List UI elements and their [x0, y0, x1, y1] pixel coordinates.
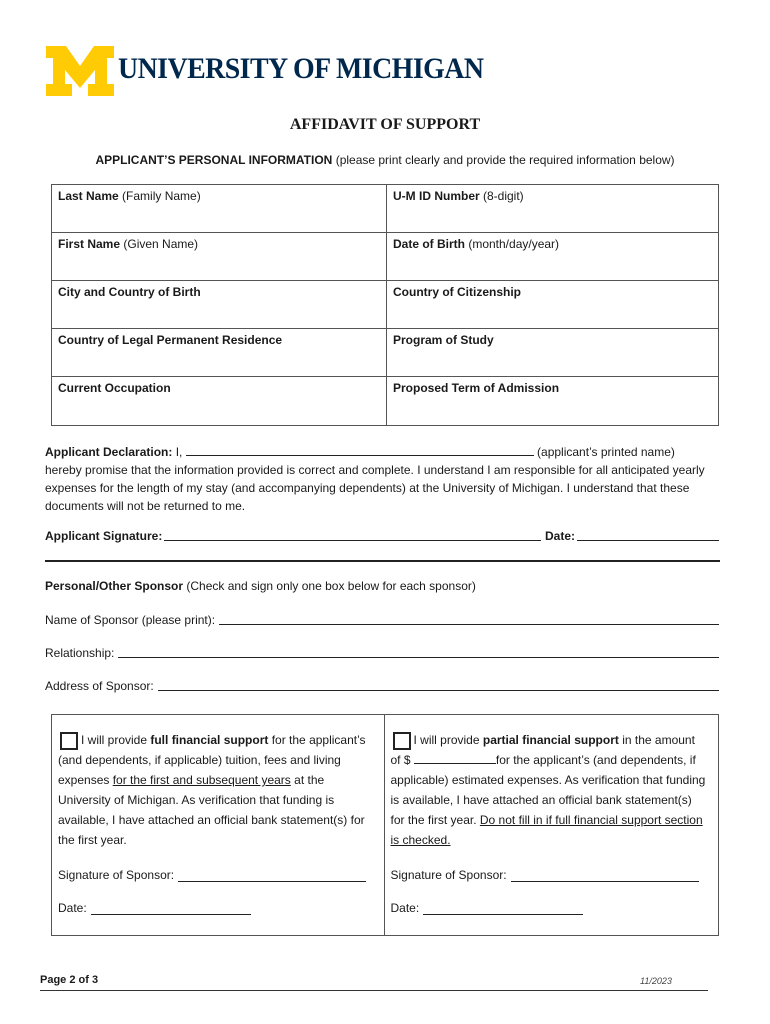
first-name-field[interactable]: First Name (Given Name) — [52, 233, 387, 281]
full-support-signature-line[interactable] — [178, 869, 366, 882]
program-of-study-field[interactable]: Program of Study — [387, 329, 718, 377]
partial-support-signature-line[interactable] — [511, 869, 699, 882]
partial-support-date-line[interactable] — [423, 902, 583, 915]
section-divider — [45, 560, 720, 562]
relationship-row: Relationship: — [45, 645, 719, 660]
last-name-field[interactable]: Last Name (Family Name) — [52, 185, 387, 233]
date-of-birth-field[interactable]: Date of Birth (month/day/year) — [387, 233, 718, 281]
city-country-birth-field[interactable]: City and Country of Birth — [52, 281, 387, 329]
applicant-signature-line[interactable] — [164, 528, 541, 541]
full-support-date-row: Date: — [58, 898, 251, 918]
umid-field[interactable]: U-M ID Number (8-digit) — [387, 185, 718, 233]
partial-support-date-row: Date: — [391, 898, 584, 918]
proposed-term-field[interactable]: Proposed Term of Admission — [393, 381, 560, 395]
full-support-signature-row: Signature of Sponsor: — [58, 865, 366, 885]
full-support-option: I will provide full financial support for the applicant’s (and dependents, if applicable) tuition, fees and living expenses for the first and subsequent years at the University of Michigan. As verification that funding is available, I have attached an official bank statement(s) for the first year. Signature of Sponsor: Date: — [52, 715, 385, 935]
university-wordmark: UNIVERSITY OF MICHIGAN — [118, 52, 484, 85]
sponsor-support-options — [51, 714, 719, 936]
page-number: Page 2 of 3 — [40, 974, 99, 986]
permanent-residence-field[interactable]: Country of Legal Permanent Residence — [52, 329, 387, 377]
partial-amount-line[interactable] — [414, 751, 496, 764]
sponsor-heading: Personal/Other Sponsor (Check and sign only one box below for each sponsor) — [45, 579, 476, 593]
applicant-info-table — [51, 184, 719, 426]
current-occupation-field[interactable]: Current Occupation — [52, 377, 387, 425]
printed-name-line[interactable] — [186, 443, 534, 456]
sponsor-name-row: Name of Sponsor (please print): — [45, 612, 719, 627]
revision-date: 11/2023 — [640, 976, 672, 986]
partial-support-option: I will provide partial financial support in the amount of $ for the applicant’s (and dependents, if applicable) estimated expenses. As verification that funding is available, I have attached an official bank statement(s) for the first year. Do not fill in if full financial support section is checked. Signature of Sponsor: Date: — [385, 715, 719, 935]
relationship-line[interactable] — [118, 645, 719, 658]
footer-rule — [40, 990, 708, 991]
partial-support-signature-row: Signature of Sponsor: — [391, 865, 699, 885]
full-support-checkbox[interactable] — [60, 732, 78, 750]
sponsor-address-line[interactable] — [158, 678, 719, 691]
sponsor-name-line[interactable] — [219, 612, 719, 625]
document-title: AFFIDAVIT OF SUPPORT — [289, 116, 481, 133]
applicant-signature-row: Applicant Signature: Date: — [45, 528, 719, 543]
partial-support-checkbox[interactable] — [393, 732, 411, 750]
applicant-declaration: Applicant Declaration: I, (applicant’s printed name) hereby promise that the information provided is correct and complete. I understand I am responsible for all anticipated yearly expenses for the length of my stay (and accompanying dependents) at the University of Michigan. I understand that these documents will not be returned to me. — [45, 445, 705, 513]
applicant-info-heading: APPLICANT’S PERSONAL INFORMATION (please print clearly and provide the required information below) — [95, 153, 675, 167]
sponsor-address-row: Address of Sponsor: — [45, 678, 719, 693]
full-support-date-line[interactable] — [91, 902, 251, 915]
applicant-date-line[interactable] — [577, 528, 719, 541]
block-m-logo-icon — [44, 44, 116, 98]
citizenship-field[interactable]: Country of Citizenship — [387, 281, 718, 329]
